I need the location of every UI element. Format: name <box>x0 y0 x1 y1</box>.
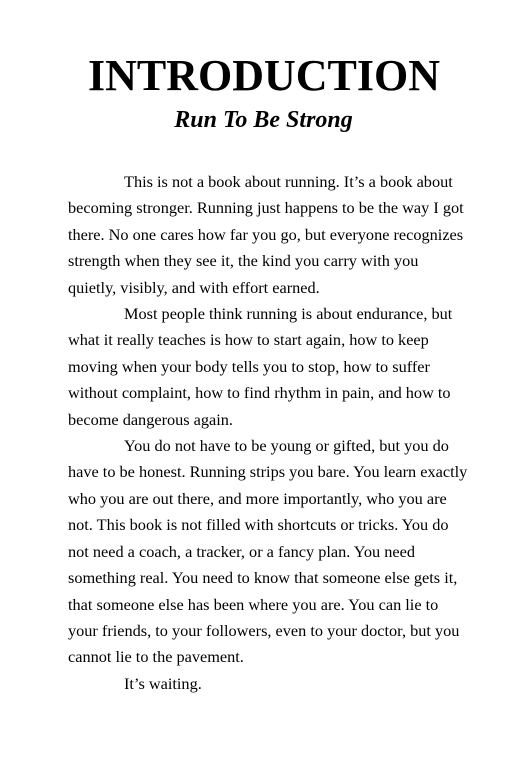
paragraph: You do not have to be young or gifted, but you do have to be honest. Running strips you bare. You learn exactly who you are out there, and more importantly, who you are not. This book is not filled with shortcuts or tricks. You do not need a coach, a tracker, or a fancy plan. You need something real. You need to know that someone else gets it, that someone else has been where you are. You can lie to your friends, to your followers, even to your doctor, but you cannot lie to the pavement. <box>68 436 468 667</box>
chapter-subtitle: Run To Be Strong <box>174 107 353 133</box>
chapter-body <box>68 169 468 697</box>
paragraph: Most people think running is about endurance, but what it really teaches is how to start again, how to keep moving when your body tells you to stop, how to suffer without complaint, how to find rhythm in pain, and how to become dangerous again. <box>68 304 453 429</box>
chapter-title: INTRODUCTION <box>87 51 441 100</box>
paragraph: This is not a book about running. It’s a book about becoming stronger. Running just happens to be the way I got there. No one cares how far you go, but everyone recognizes strength when they see it, the kind you carry with you quietly, visibly, and with effort earned. <box>68 172 464 297</box>
closing-line: It’s waiting. <box>124 673 202 693</box>
